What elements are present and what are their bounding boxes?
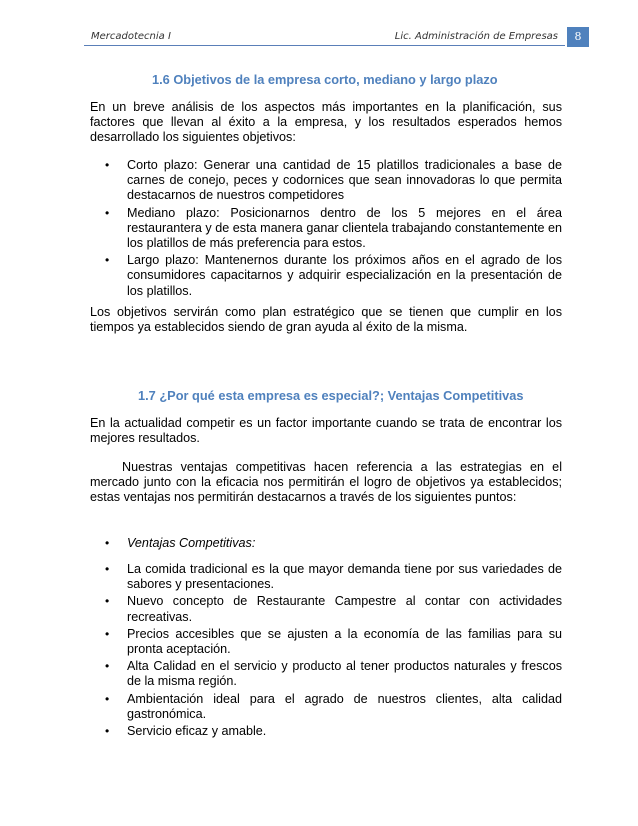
advantages-list-title: Ventajas Competitivas:	[127, 536, 256, 550]
list-item	[90, 659, 562, 689]
list-item	[90, 724, 562, 739]
list-item	[90, 594, 562, 624]
section2-intro: En la actualidad competir es un factor importante cuando se trata de encontrar los mejores resultados.	[90, 416, 562, 446]
objectives-list	[90, 158, 562, 299]
bullet-icon: •	[105, 253, 110, 268]
page-header	[84, 29, 564, 45]
list-item	[90, 206, 562, 252]
list-item	[90, 158, 562, 204]
section1-closing: Los objetivos servirán como plan estratégico que se tienen que cumplir en los tiempos ya establecidos siendo de gran ayuda al éxito de la misma.	[90, 305, 562, 335]
list-item-text: Mediano plazo: Posicionarnos dentro de los 5 mejores en el área restaurantera y de esta manera ganar clientela trabajando constantemente en los platillos de más preferencia para estos.	[127, 205, 562, 251]
advantages-list	[90, 562, 562, 739]
list-item-text: Corto plazo: Generar una cantidad de 15 platillos tradicionales a base de carnes de conejo, peces y codornices que sean innovadoras lo que permita destacarnos de nuestros competidores	[127, 158, 562, 203]
list-item-text: Servicio eficaz y amable.	[127, 724, 267, 739]
list-item	[90, 253, 562, 299]
bullet-icon: •	[105, 626, 110, 641]
bullet-icon: •	[105, 205, 110, 220]
bullet-icon: •	[105, 536, 110, 550]
header-program-name: Lic. Administración de Empresas	[394, 31, 558, 42]
bullet-icon: •	[105, 158, 110, 172]
list-item	[90, 562, 562, 592]
section2-paragraph: Nuestras ventajas competitivas hacen referencia a las estrategias en el mercado junto con la eficacia nos permitirán el logro de objetivos ya establecidos; estas ventajas nos permitirán destacarnos a través de los siguientes puntos:	[90, 460, 562, 505]
bullet-icon: •	[105, 691, 110, 706]
header-course-title: Mercadotecnia I	[91, 31, 171, 42]
list-item	[90, 692, 562, 722]
list-item-text: Nuevo concepto de Restaurante Campestre al contar con actividades recreativas.	[127, 594, 562, 624]
bullet-icon: •	[105, 659, 110, 674]
section-heading-ventajas: 1.7 ¿Por qué esta empresa es especial?; Ventajas Competitivas	[138, 388, 524, 403]
page-number: 8	[567, 27, 589, 47]
advantages-title-list	[90, 536, 562, 551]
bullet-icon: •	[105, 562, 110, 576]
header-divider	[84, 45, 565, 46]
section-heading-objetivos: 1.6 Objetivos de la empresa corto, mediano y largo plazo	[152, 72, 498, 87]
bullet-icon: •	[105, 594, 110, 609]
list-item-text: Ambientación ideal para el agrado de nuestros clientes, alta calidad gastronómica.	[127, 691, 562, 721]
section1-intro: En un breve análisis de los aspectos más importantes en la planificación, sus factores que llevan al éxito a la empresa, y los resultados esperados hemos desarrollado los siguientes objetivos:	[90, 100, 562, 145]
list-item-text: Largo plazo: Mantenernos durante los próximos años en el agrado de los consumidores capacitarnos y adquirir especialización en la presentación de los platillos.	[127, 253, 562, 298]
list-item	[90, 627, 562, 657]
list-item-text: Alta Calidad en el servicio y producto al tener productos naturales y frescos de la misma región.	[127, 659, 562, 689]
bullet-icon: •	[105, 724, 110, 739]
list-item	[90, 536, 562, 551]
list-item-text: Precios accesibles que se ajusten a la economía de las familias para su pronta aceptación.	[127, 626, 562, 657]
list-item-text: La comida tradicional es la que mayor demanda tiene por sus variedades de sabores y presentaciones.	[127, 562, 562, 592]
